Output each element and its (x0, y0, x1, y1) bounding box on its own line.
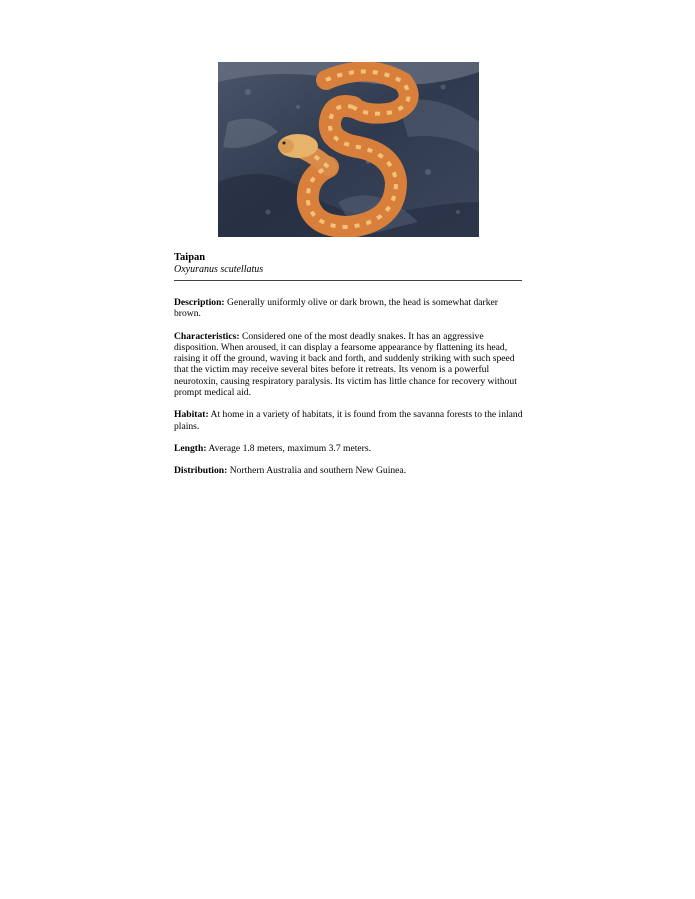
snake-photo-icon (218, 62, 479, 237)
section-text: Generally uniformly olive or dark brown, the head is somewhat darker brown. (174, 297, 498, 320)
description-section (174, 297, 526, 320)
section-label: Length: (174, 442, 207, 454)
section-label: Description: (174, 297, 225, 308)
section-text: Average 1.8 meters, maximum 3.7 meters. (208, 442, 371, 454)
section-text: At home in a variety of habitats, it is found from the savanna forests to the inland plains. (174, 409, 523, 432)
species-details (174, 297, 526, 488)
habitat-section (174, 409, 526, 432)
scientific-name: Oxyuranus scutellatus (174, 264, 264, 275)
header-divider (174, 280, 522, 281)
section-text: Considered one of the most deadly snakes. It has an aggressive disposition. When aroused, it can display a fearsome appearance by flattening its head, raising it off the ground, waving it back and forth, and suddenly striking with such speed that the victim may receive several bites before it retreats. Its venom is a powerful neurotoxin, causing respiratory paralysis. Its victim has little chance for recovery without prompt medical aid. (174, 330, 517, 399)
length-section (174, 443, 526, 454)
species-header (174, 252, 522, 276)
characteristics-section (174, 331, 526, 399)
section-label: Distribution: (174, 465, 228, 477)
common-name: Taipan (174, 252, 206, 263)
snake-photo (218, 62, 479, 237)
section-label: Characteristics: (174, 330, 240, 342)
distribution-section (174, 465, 526, 476)
section-text: Northern Australia and southern New Guinea. (229, 465, 407, 477)
section-label: Habitat: (174, 409, 209, 421)
